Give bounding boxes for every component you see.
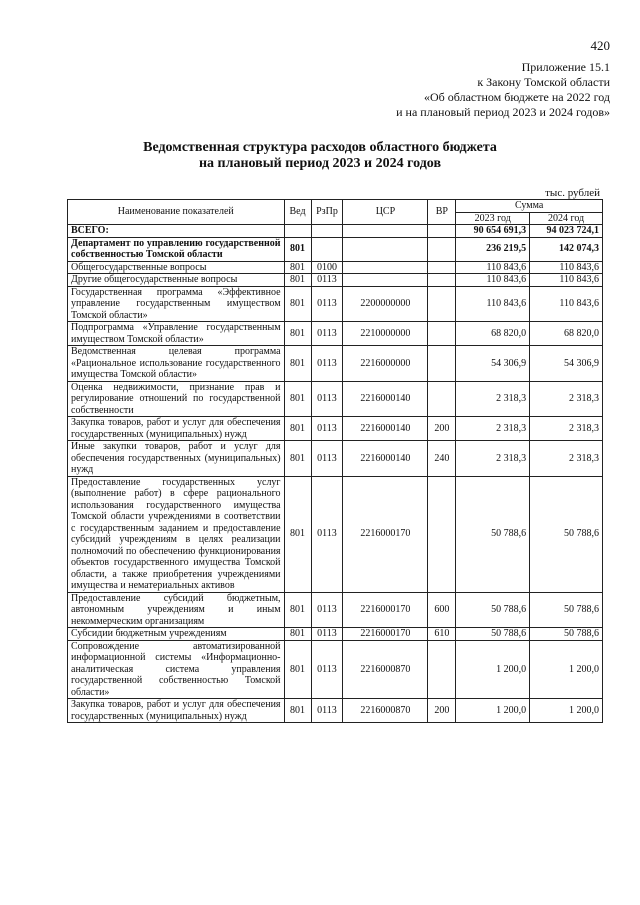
table-row (68, 592, 603, 628)
row-2024-cell: 2 318,3 (530, 381, 603, 417)
row-name-cell: Закупка товаров, работ и услуг для обеспечения государственных (муниципальных) нужд (68, 417, 285, 441)
row-ved-cell: 801 (284, 441, 311, 477)
row-ved-cell: 801 (284, 592, 311, 628)
header-vr: ВР (428, 200, 456, 225)
title-line: на плановый период 2023 и 2024 годов (198, 156, 442, 171)
row-rzpr-cell: 0113 (311, 346, 343, 382)
row-csr-cell: 2216000170 (343, 592, 428, 628)
row-2024-cell: 110 843,6 (530, 274, 603, 287)
row-vr-cell: 200 (428, 417, 456, 441)
row-csr-cell: 2216000140 (343, 417, 428, 441)
appendix-line: Приложение 15.1 (521, 60, 610, 74)
row-2023-cell: 50 788,6 (456, 628, 530, 641)
row-vr-cell (428, 237, 456, 261)
row-2024-cell: 94 023 724,1 (530, 225, 603, 238)
row-vr-cell: 200 (428, 699, 456, 723)
row-2024-cell: 110 843,6 (530, 261, 603, 274)
row-2024-cell: 2 318,3 (530, 417, 603, 441)
row-rzpr-cell: 0113 (311, 640, 343, 699)
row-vr-cell (428, 476, 456, 592)
row-2024-cell: 50 788,6 (530, 628, 603, 641)
row-csr-cell: 2216000170 (343, 628, 428, 641)
row-2024-cell: 142 074,3 (530, 237, 603, 261)
row-ved-cell (284, 225, 311, 238)
table-row (68, 286, 603, 322)
header-ved: Вед (284, 200, 311, 225)
row-vr-cell (428, 261, 456, 274)
document-title (0, 140, 640, 172)
row-2024-cell: 110 843,6 (530, 286, 603, 322)
row-csr-cell: 2216000000 (343, 346, 428, 382)
row-csr-cell: 2216000140 (343, 441, 428, 477)
table-row (68, 640, 603, 699)
row-2023-cell: 50 788,6 (456, 476, 530, 592)
row-name-cell: Подпрограмма «Управление государственным имуществом Томской области» (68, 322, 285, 346)
row-2023-cell: 50 788,6 (456, 592, 530, 628)
appendix-line: «Об областном бюджете на 2022 год (424, 90, 610, 104)
row-ved-cell: 801 (284, 286, 311, 322)
row-ved-cell: 801 (284, 417, 311, 441)
row-vr-cell: 240 (428, 441, 456, 477)
row-rzpr-cell: 0113 (311, 274, 343, 287)
table-row (68, 417, 603, 441)
row-2023-cell: 2 318,3 (456, 441, 530, 477)
row-2023-cell: 90 654 691,3 (456, 225, 530, 238)
row-2023-cell: 68 820,0 (456, 322, 530, 346)
row-name-cell: Сопровождение автоматизированной информационной системы «Информационно-аналитическая система управления государственной собственностью Томской области» (68, 640, 285, 699)
row-name-cell: Предоставление субсидий бюджетным, автономным учреждениям и иным некоммерческим организациям (68, 592, 285, 628)
table-body (68, 225, 603, 723)
row-2024-cell: 1 200,0 (530, 640, 603, 699)
header-sum: Сумма (456, 200, 603, 213)
row-ved-cell: 801 (284, 274, 311, 287)
row-csr-cell (343, 225, 428, 238)
row-name-cell: Государственная программа «Эффективное управление государственным имуществом Томской области» (68, 286, 285, 322)
row-csr-cell (343, 237, 428, 261)
total-row (68, 225, 603, 238)
header-2023: 2023 год (456, 212, 530, 225)
row-name-cell: Субсидии бюджетным учреждениям (68, 628, 285, 641)
row-vr-cell (428, 322, 456, 346)
table-row (68, 441, 603, 477)
row-rzpr-cell: 0113 (311, 322, 343, 346)
row-name-cell: Общегосударственные вопросы (68, 261, 285, 274)
table-row (68, 261, 603, 274)
header-name: Наименование показателей (68, 200, 285, 225)
row-vr-cell (428, 274, 456, 287)
appendix-line: к Закону Томской области (477, 75, 610, 89)
row-rzpr-cell: 0113 (311, 699, 343, 723)
row-2024-cell: 68 820,0 (530, 322, 603, 346)
row-ved-cell: 801 (284, 628, 311, 641)
row-vr-cell: 600 (428, 592, 456, 628)
row-ved-cell: 801 (284, 640, 311, 699)
row-vr-cell: 610 (428, 628, 456, 641)
row-vr-cell (428, 346, 456, 382)
appendix-line: и на плановый период 2023 и 2024 годов» (396, 105, 610, 119)
row-2023-cell: 236 219,5 (456, 237, 530, 261)
row-rzpr-cell: 0100 (311, 261, 343, 274)
budget-table (67, 199, 603, 723)
row-csr-cell: 2216000170 (343, 476, 428, 592)
row-2023-cell: 1 200,0 (456, 640, 530, 699)
row-2024-cell: 54 306,9 (530, 346, 603, 382)
row-2023-cell: 2 318,3 (456, 417, 530, 441)
page-number: 420 (590, 38, 610, 53)
header-csr: ЦСР (343, 200, 428, 225)
table-row (68, 237, 603, 261)
table-row (68, 476, 603, 592)
table-row (68, 346, 603, 382)
row-csr-cell: 2216000870 (343, 640, 428, 699)
row-ved-cell: 801 (284, 261, 311, 274)
row-2023-cell: 54 306,9 (456, 346, 530, 382)
title-line: Ведомственная структура расходов областного бюджета (143, 140, 497, 155)
row-ved-cell: 801 (284, 346, 311, 382)
row-name-cell: ВСЕГО: (68, 225, 285, 238)
table-header (68, 200, 603, 225)
row-vr-cell (428, 225, 456, 238)
row-rzpr-cell: 0113 (311, 476, 343, 592)
row-csr-cell (343, 261, 428, 274)
row-rzpr-cell: 0113 (311, 441, 343, 477)
row-csr-cell (343, 274, 428, 287)
row-2024-cell: 50 788,6 (530, 592, 603, 628)
row-csr-cell: 2200000000 (343, 286, 428, 322)
row-rzpr-cell: 0113 (311, 417, 343, 441)
table-row (68, 381, 603, 417)
row-2024-cell: 1 200,0 (530, 699, 603, 723)
table-row (68, 699, 603, 723)
row-name-cell: Закупка товаров, работ и услуг для обеспечения государственных (муниципальных) нужд (68, 699, 285, 723)
row-rzpr-cell: 0113 (311, 381, 343, 417)
row-name-cell: Ведомственная целевая программа «Рациональное использование государственного имущества Томской области» (68, 346, 285, 382)
row-vr-cell (428, 640, 456, 699)
header-rzpr: РзПр (311, 200, 343, 225)
row-rzpr-cell (311, 237, 343, 261)
row-ved-cell: 801 (284, 699, 311, 723)
row-ved-cell: 801 (284, 322, 311, 346)
row-2023-cell: 110 843,6 (456, 286, 530, 322)
header-2024: 2024 год (530, 212, 603, 225)
row-2024-cell: 50 788,6 (530, 476, 603, 592)
row-rzpr-cell: 0113 (311, 286, 343, 322)
units-label: тыс. рублей (545, 187, 600, 199)
row-rzpr-cell: 0113 (311, 628, 343, 641)
row-rzpr-cell: 0113 (311, 592, 343, 628)
appendix-header (396, 60, 610, 120)
table-row (68, 322, 603, 346)
table-row (68, 274, 603, 287)
row-csr-cell: 2210000000 (343, 322, 428, 346)
row-name-cell: Иные закупки товаров, работ и услуг для обеспечения государственных (муниципальных) нужд (68, 441, 285, 477)
row-vr-cell (428, 286, 456, 322)
row-ved-cell: 801 (284, 476, 311, 592)
row-2023-cell: 2 318,3 (456, 381, 530, 417)
row-2023-cell: 1 200,0 (456, 699, 530, 723)
row-csr-cell: 2216000140 (343, 381, 428, 417)
row-name-cell: Другие общегосударственные вопросы (68, 274, 285, 287)
row-2024-cell: 2 318,3 (530, 441, 603, 477)
row-2023-cell: 110 843,6 (456, 274, 530, 287)
row-2023-cell: 110 843,6 (456, 261, 530, 274)
row-name-cell: Оценка недвижимости, признание прав и регулирование отношений по государственной собственности (68, 381, 285, 417)
row-csr-cell: 2216000870 (343, 699, 428, 723)
row-rzpr-cell (311, 225, 343, 238)
row-vr-cell (428, 381, 456, 417)
row-ved-cell: 801 (284, 381, 311, 417)
row-name-cell: Предоставление государственных услуг (выполнение работ) в сфере рационального использования государственного имущества Томской области учреждениями в соответствии с государственным заданием и предоставление субсидий учреждениям в целях реализации полномочий по обеспечению функционирования объектов государственного имущества Томской области, а также приобретения учреждениями имущества и нематериальных активов (68, 476, 285, 592)
row-ved-cell: 801 (284, 237, 311, 261)
table-row (68, 628, 603, 641)
row-name-cell: Департамент по управлению государственной собственностью Томской области (68, 237, 285, 261)
